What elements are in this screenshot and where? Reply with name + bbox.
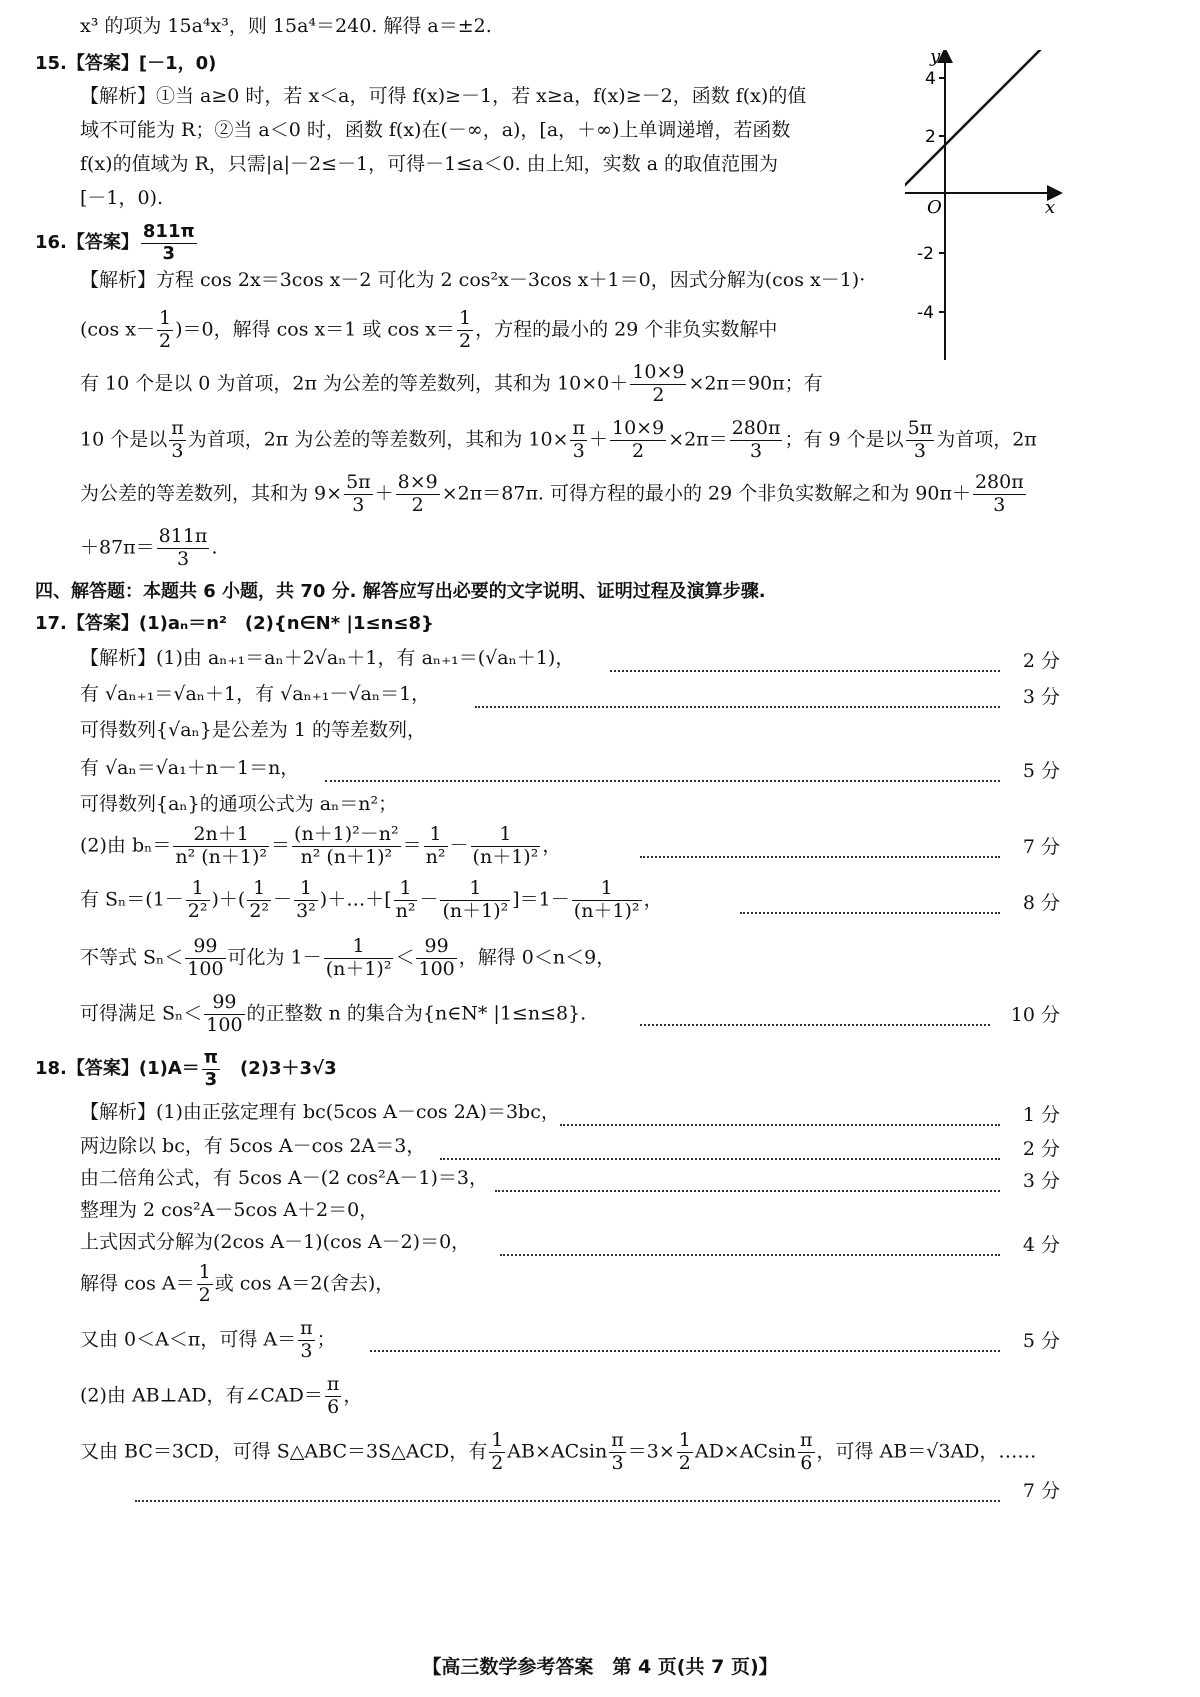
q17-line-9: 可得满足 Sₙ＜ $\frac{99}{100}$ 的正整数 n 的集合为{n∈N* |1≤n≤8}. bbox=[80, 991, 587, 1036]
q17-line-2: 有 √aₙ₊₁＝√aₙ＋1，有 √aₙ₊₁－√aₙ＝1， bbox=[80, 683, 431, 705]
q16-analysis-4: 10 个是以 $\frac{\pi}{3}$ 为首项，2π 为公差的等差数列，其和为 10× $\frac{\pi}{3}$ ＋ $\frac{10\times 9}{2}$ ×2π＝ $\frac{280\pi}{3}$ ；有 9 个是以 $\frac{5\pi}{3}$ 为首项，2π bbox=[80, 417, 1037, 462]
score: 10 分 bbox=[1010, 1004, 1060, 1026]
q16-analysis-1: 【解析】方程 cos 2x＝3cos x－2 可化为 2 cos²x－3cos x＋1＝0，因式分解为(cos x－1)· bbox=[80, 269, 866, 291]
q15-answer: 15.【答案】[－1，0) bbox=[35, 53, 217, 74]
q15-analysis-1: 【解析】①当 a≥0 时，若 x＜a，可得 f(x)≥－1，若 x≥a，f(x)≥－2，函数 f(x)的值 bbox=[80, 85, 807, 107]
text-line: x³ 的项为 15a⁴x³，则 15a⁴＝240. 解得 a＝±2. bbox=[80, 15, 492, 37]
function-graph bbox=[905, 50, 1085, 370]
score: 3 分 bbox=[1022, 686, 1060, 708]
score: 5 分 bbox=[1022, 1330, 1060, 1352]
tick-label: -4 bbox=[917, 303, 934, 323]
q16-analysis-6: ＋87π＝ $\frac{811\pi}{3}$ . bbox=[80, 525, 218, 570]
q18-line-9: 又由 BC＝3CD，可得 S△ABC＝3S△ACD，有 $\frac{1}{2}$ AB×ACsin $\frac{\pi}{3}$ ＝3× $\frac{1}{2}$ AD×ACsin $\frac{\pi}{6}$ ，可得 AB＝√3AD，…… bbox=[80, 1429, 1037, 1474]
q18-line-2: 两边除以 bc，有 5cos A－cos 2A＝3， bbox=[80, 1135, 426, 1157]
q17-line-5: 可得数列{aₙ}的通项公式为 aₙ＝n²； bbox=[80, 793, 398, 815]
score: 8 分 bbox=[1022, 892, 1060, 914]
score: 2 分 bbox=[1022, 1138, 1060, 1160]
score: 2 分 bbox=[1022, 650, 1060, 672]
q15-analysis-2: 域不可能为 R；②当 a＜0 时，函数 f(x)在(－∞，a)，[a，＋∞)上单调递增，若函数 bbox=[80, 119, 791, 141]
score: 1 分 bbox=[1022, 1104, 1060, 1126]
tick-label: 2 bbox=[925, 127, 936, 147]
q18-line-8: (2)由 AB⊥AD，有∠CAD＝ $\frac{\pi}{6}$ ， bbox=[80, 1373, 363, 1418]
q18-line-7: 又由 0＜A＜π，可得 A＝ $\frac{\pi}{3}$ ； bbox=[80, 1317, 336, 1362]
score: 7 分 bbox=[1022, 836, 1060, 858]
q15-analysis-4: [－1，0). bbox=[80, 187, 164, 209]
q16-answer: 16.【答案】 $\frac{811\pi}{3}$ bbox=[35, 221, 195, 264]
q17-line-6: (2)由 bₙ＝ $\frac{2n+1}{\text{n² (n＋1)²}}$ ＝ $\frac{\text{(n＋1)²－n²}}{\text{n² (n＋1)²}}$ ＝ $\frac{1}{\text{n²}}$ － $\frac{1}{\text{(n＋1)²}}$ ， bbox=[80, 823, 562, 868]
q17-line-1: 【解析】(1)由 aₙ₊₁＝aₙ＋2√aₙ＋1，有 aₙ₊₁＝(√aₙ＋1)， bbox=[80, 647, 575, 669]
q18-line-6: 解得 cos A＝ $\frac{1}{2}$ 或 cos A＝2(舍去)， bbox=[80, 1261, 395, 1306]
q17-line-7: 有 Sₙ＝(1－ $\frac{1}{\text{2²}}$ )＋( $\frac{1}{\text{2²}}$ － $\frac{1}{\text{3²}}$ )＋…＋[ $\frac{1}{\text{n²}}$ － $\frac{1}{\text{(n＋1)²}}$ ]＝1－ $\frac{1}{\text{(n＋1)²}}$ ， bbox=[80, 877, 663, 922]
q16-analysis-5: 为公差的等差数列，其和为 9× $\frac{5\pi}{3}$ ＋ $\frac{8\times 9}{2}$ ×2π＝87π. 可得方程的最小的 29 个非负实数解之和为 90π＋ $\frac{280\pi}{3}$ bbox=[80, 471, 1024, 516]
q16-analysis-2: (cos x－ $\frac{1}{2}$ )＝0，解得 cos x＝1 或 cos x＝ $\frac{1}{2}$ ，方程的最小的 29 个非负实数解中 bbox=[80, 307, 778, 352]
page-footer: 【高三数学参考答案 第 4 页(共 7 页)】 bbox=[422, 1656, 778, 1678]
q18-line-3: 由二倍角公式，有 5cos A－(2 cos²A－1)＝3， bbox=[80, 1167, 489, 1189]
score: 3 分 bbox=[1022, 1170, 1060, 1192]
y-axis-label: y bbox=[930, 50, 941, 67]
q18-answer: 18.【答案】(1)A＝ $\frac{\pi}{3}$ (2)3＋3√3 bbox=[35, 1047, 337, 1090]
q15-analysis-3: f(x)的值域为 R，只需|a|－2≤－1，可得－1≤a＜0. 由上知，实数 a 的取值范围为 bbox=[80, 153, 779, 175]
origin-label: O bbox=[927, 197, 942, 218]
tick-label: 4 bbox=[925, 69, 936, 89]
q18-line-5: 上式因式分解为(2cos A－1)(cos A－2)＝0， bbox=[80, 1231, 471, 1253]
tick-label: -2 bbox=[917, 244, 934, 264]
score: 7 分 bbox=[1022, 1480, 1060, 1502]
section-heading: 四、解答题：本题共 6 小题，共 70 分. 解答应写出必要的文字说明、证明过程及演算步骤. bbox=[35, 581, 766, 602]
q18-line-4: 整理为 2 cos²A－5cos A＋2＝0， bbox=[80, 1199, 379, 1221]
q18-line-1: 【解析】(1)由正弦定理有 bc(5cos A－cos 2A)＝3bc， bbox=[80, 1101, 560, 1123]
q17-line-3: 可得数列{√aₙ}是公差为 1 的等差数列， bbox=[80, 719, 426, 741]
q16-analysis-3: 有 10 个是以 0 为首项，2π 为公差的等差数列，其和为 10×0＋ $\frac{10\times 9}{2}$ ×2π＝90π；有 bbox=[80, 361, 823, 406]
x-axis-label: x bbox=[1045, 197, 1056, 218]
score: 5 分 bbox=[1022, 760, 1060, 782]
q17-line-8: 不等式 Sₙ＜ $\frac{99}{100}$ 可化为 1－ $\frac{1}{\text{(n＋1)²}}$ ＜ $\frac{99}{100}$ ，解得 0＜n＜9， bbox=[80, 935, 616, 980]
score: 4 分 bbox=[1022, 1234, 1060, 1256]
q17-answer: 17.【答案】(1)aₙ＝n² (2){n∈N* |1≤n≤8} bbox=[35, 613, 434, 634]
q17-line-4: 有 √aₙ＝√a₁＋n－1＝n， bbox=[80, 757, 300, 779]
